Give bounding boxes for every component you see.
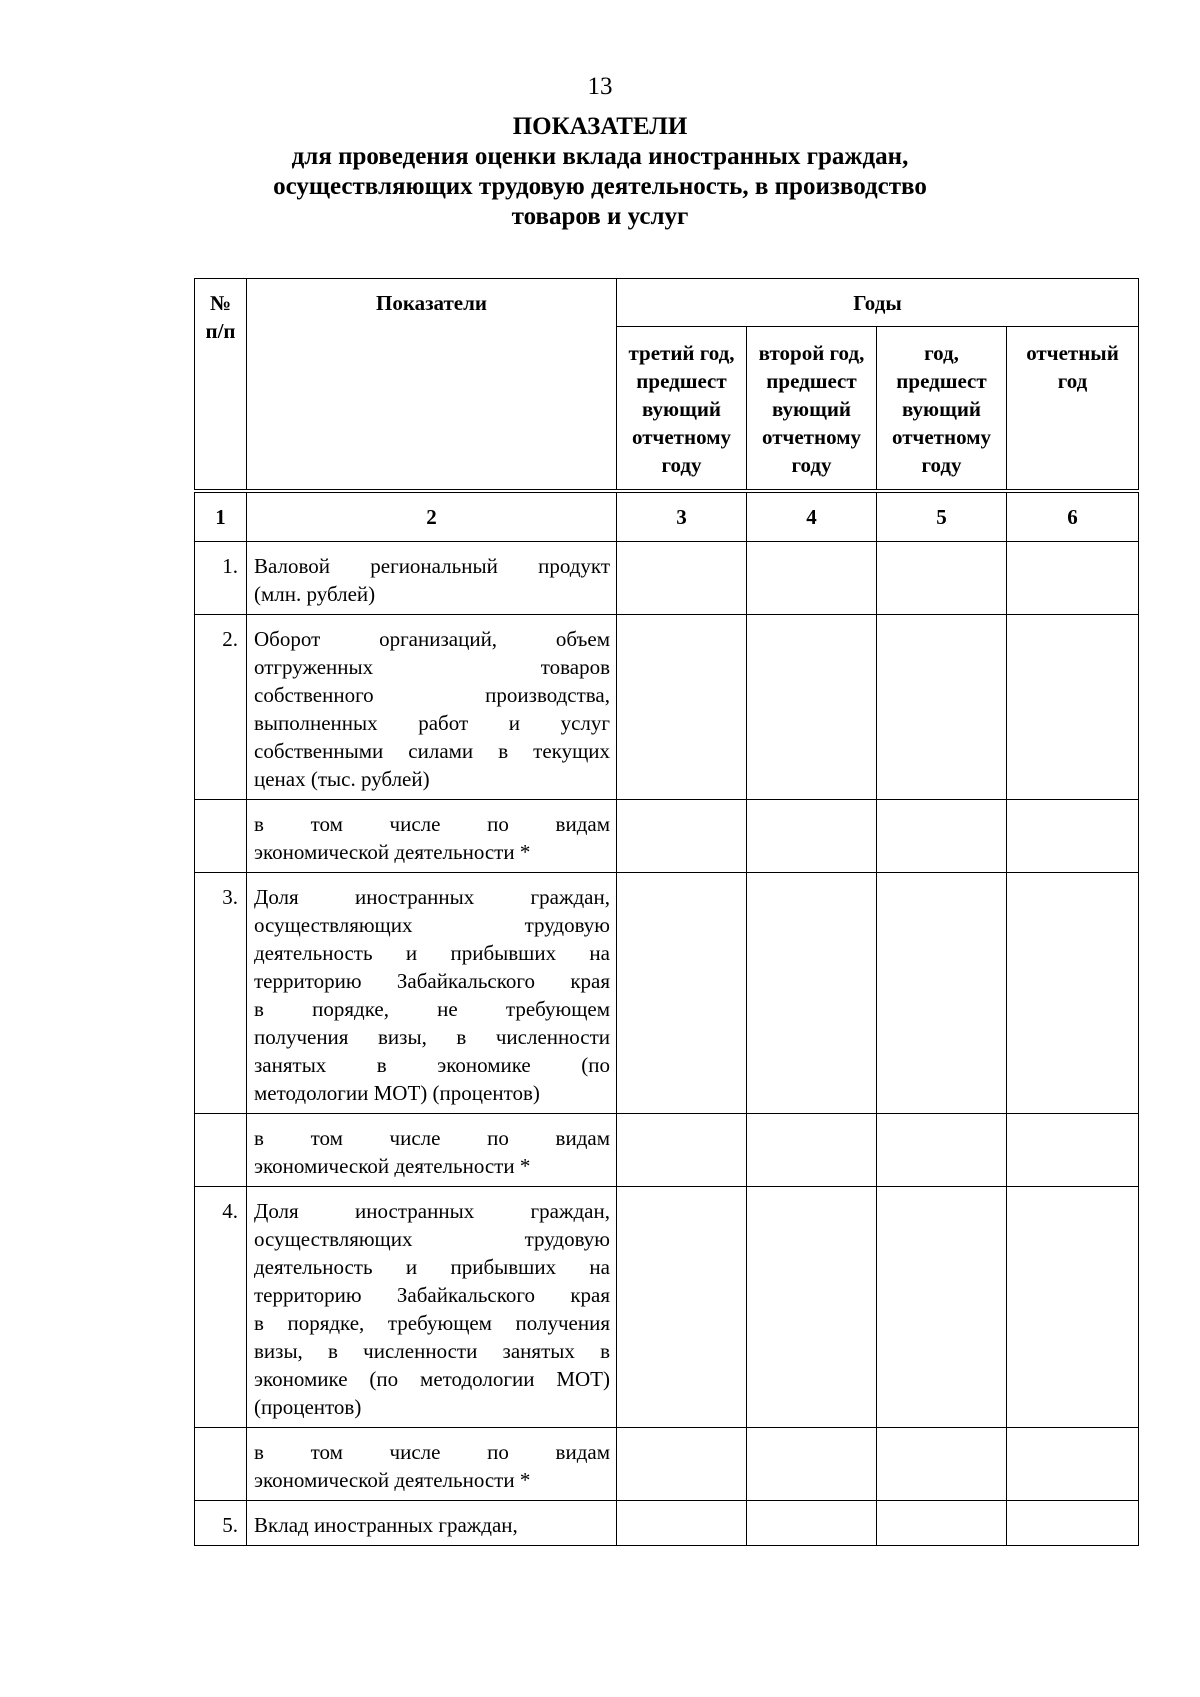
value-cell xyxy=(617,1428,747,1501)
column-number: 4 xyxy=(747,493,877,542)
column-number: 5 xyxy=(877,493,1007,542)
indicator-text-line: Оборот организаций, объем xyxy=(254,627,610,651)
header-year-reporting-line: год xyxy=(1057,369,1088,393)
column-number: 3 xyxy=(617,493,747,542)
indicator-text-line: собственными силами в текущих xyxy=(254,739,610,763)
value-cell xyxy=(1007,1501,1139,1546)
indicator-text-line: в порядке, требующем получения xyxy=(254,1311,610,1335)
table-row xyxy=(195,873,1139,1114)
table-row xyxy=(195,800,1139,873)
indicator-text-line: экономике (по методологии МОТ) xyxy=(254,1367,610,1391)
indicator-text-line: (млн. рублей) xyxy=(254,582,376,606)
row-number: 5. xyxy=(195,1501,247,1546)
header-year-2 xyxy=(747,327,877,490)
indicator-text-line: методологии МОТ) (процентов) xyxy=(254,1081,540,1105)
header-year-1-line: предшест xyxy=(896,369,987,393)
title-heading: ПОКАЗАТЕЛИ xyxy=(512,113,688,140)
indicator-text-line: Валовой региональный продукт xyxy=(254,554,610,578)
page-number: 13 xyxy=(587,73,613,100)
row-number: 1. xyxy=(195,542,247,615)
row-number: 4. xyxy=(195,1187,247,1428)
header-year-2-line: вующий xyxy=(771,397,852,421)
indicator-text-line: в порядке, не требующем xyxy=(254,997,610,1021)
value-cell xyxy=(877,615,1007,800)
value-cell xyxy=(877,1501,1007,1546)
value-cell xyxy=(877,1428,1007,1501)
table-row xyxy=(195,1187,1139,1428)
value-cell xyxy=(1007,800,1139,873)
value-cell xyxy=(617,1187,747,1428)
row-number: 3. xyxy=(195,873,247,1114)
indicator-text-line: территорию Забайкальского края xyxy=(254,969,610,993)
header-year-2-line: второй год, xyxy=(758,341,865,365)
header-year-1-line: год, xyxy=(924,341,959,365)
indicator-text-line: (процентов) xyxy=(254,1395,362,1419)
row-number xyxy=(195,1428,247,1501)
indicator-text-line: в том числе по видам xyxy=(254,1126,610,1150)
table-body xyxy=(195,493,1139,1546)
title-line-2: для проведения оценки вклада иностранных граждан, xyxy=(291,143,909,170)
value-cell xyxy=(747,542,877,615)
value-cell xyxy=(747,1501,877,1546)
indicator-text-line: деятельность и прибывших на xyxy=(254,941,610,965)
value-cell xyxy=(747,1428,877,1501)
value-cell xyxy=(747,615,877,800)
indicator-cell xyxy=(247,542,617,615)
indicator-text-line: осуществляющих трудовую xyxy=(254,1227,610,1251)
value-cell xyxy=(1007,615,1139,800)
header-year-3-line: вующий xyxy=(641,397,722,421)
header-year-3-line: отчетному xyxy=(631,425,732,449)
value-cell xyxy=(1007,873,1139,1114)
column-number: 1 xyxy=(195,493,247,542)
row-number: 2. xyxy=(195,615,247,800)
header-col-years: Годы xyxy=(617,279,1139,327)
value-cell xyxy=(747,800,877,873)
header-year-3-line: третий год, xyxy=(628,341,735,365)
indicator-text-line: в том числе по видам xyxy=(254,812,610,836)
value-cell xyxy=(1007,542,1139,615)
value-cell xyxy=(1007,1428,1139,1501)
value-cell xyxy=(747,1187,877,1428)
header-year-3-line: предшест xyxy=(636,369,727,393)
column-number-row xyxy=(195,493,1139,542)
header-year-1-line: году xyxy=(921,453,962,477)
value-cell xyxy=(1007,1114,1139,1187)
indicator-text-line: Доля иностранных граждан, xyxy=(254,885,610,909)
value-cell xyxy=(877,800,1007,873)
header-year-2-line: году xyxy=(791,453,832,477)
indicator-cell xyxy=(247,1114,617,1187)
header-year-reporting xyxy=(1007,327,1139,490)
header-year-3 xyxy=(617,327,747,490)
indicator-text-line: осуществляющих трудовую xyxy=(254,913,610,937)
indicator-text-line: выполненных работ и услуг xyxy=(254,711,610,735)
column-number: 6 xyxy=(1007,493,1139,542)
value-cell xyxy=(877,1114,1007,1187)
value-cell xyxy=(617,615,747,800)
indicator-text-line: экономической деятельности * xyxy=(254,1468,531,1492)
indicator-text-line: в том числе по видам xyxy=(254,1440,610,1464)
table-row xyxy=(195,542,1139,615)
table-row xyxy=(195,1501,1139,1546)
indicator-text-line: визы, в численности занятых в xyxy=(254,1339,610,1363)
header-number-sign: № xyxy=(209,291,232,315)
value-cell xyxy=(877,1187,1007,1428)
header-year-3-line: году xyxy=(661,453,702,477)
header-col-indicators: Показатели xyxy=(247,279,617,490)
header-number-abbrev: п/п xyxy=(205,319,236,343)
indicator-cell xyxy=(247,873,617,1114)
value-cell xyxy=(617,800,747,873)
value-cell xyxy=(877,873,1007,1114)
indicator-cell xyxy=(247,1428,617,1501)
indicator-cell xyxy=(247,1187,617,1428)
indicator-text-line: собственного производства, xyxy=(254,683,610,707)
header-year-1-line: вующий xyxy=(901,397,982,421)
table-row xyxy=(195,1114,1139,1187)
value-cell xyxy=(617,542,747,615)
header-year-2-line: предшест xyxy=(766,369,857,393)
indicator-cell xyxy=(247,1501,617,1546)
indicator-text-line: деятельность и прибывших на xyxy=(254,1255,610,1279)
indicator-cell xyxy=(247,800,617,873)
title-line-4: товаров и услуг xyxy=(511,203,689,230)
header-year-1 xyxy=(877,327,1007,490)
indicator-cell xyxy=(247,615,617,800)
document-title xyxy=(0,112,1200,232)
table-header xyxy=(194,278,1139,490)
column-number: 2 xyxy=(247,493,617,542)
header-year-reporting-line: отчетный xyxy=(1026,341,1119,365)
indicator-text-line: занятых в экономике (по xyxy=(254,1053,610,1077)
row-number xyxy=(195,1114,247,1187)
indicator-text-line: получения визы, в численности xyxy=(254,1025,610,1049)
indicator-text-line: Вклад иностранных граждан, xyxy=(254,1513,518,1537)
indicator-text-line: Доля иностранных граждан, xyxy=(254,1199,610,1223)
table-row xyxy=(195,1428,1139,1501)
value-cell xyxy=(747,1114,877,1187)
title-line-3: осуществляющих трудовую деятельность, в производство xyxy=(273,173,927,200)
value-cell xyxy=(617,1114,747,1187)
indicator-text-line: территорию Забайкальского края xyxy=(254,1283,610,1307)
indicator-text-line: отгруженных товаров xyxy=(254,655,610,679)
indicator-text-line: экономической деятельности * xyxy=(254,1154,531,1178)
indicators-table xyxy=(194,492,1139,1546)
row-number xyxy=(195,800,247,873)
value-cell xyxy=(877,542,1007,615)
value-cell xyxy=(747,873,877,1114)
header-year-2-line: отчетному xyxy=(761,425,862,449)
indicator-text-line: экономической деятельности * xyxy=(254,840,531,864)
value-cell xyxy=(617,873,747,1114)
value-cell xyxy=(617,1501,747,1546)
header-year-1-line: отчетному xyxy=(891,425,992,449)
indicator-text-line: ценах (тыс. рублей) xyxy=(254,767,430,791)
table-row xyxy=(195,615,1139,800)
value-cell xyxy=(1007,1187,1139,1428)
header-col-number xyxy=(195,279,247,490)
